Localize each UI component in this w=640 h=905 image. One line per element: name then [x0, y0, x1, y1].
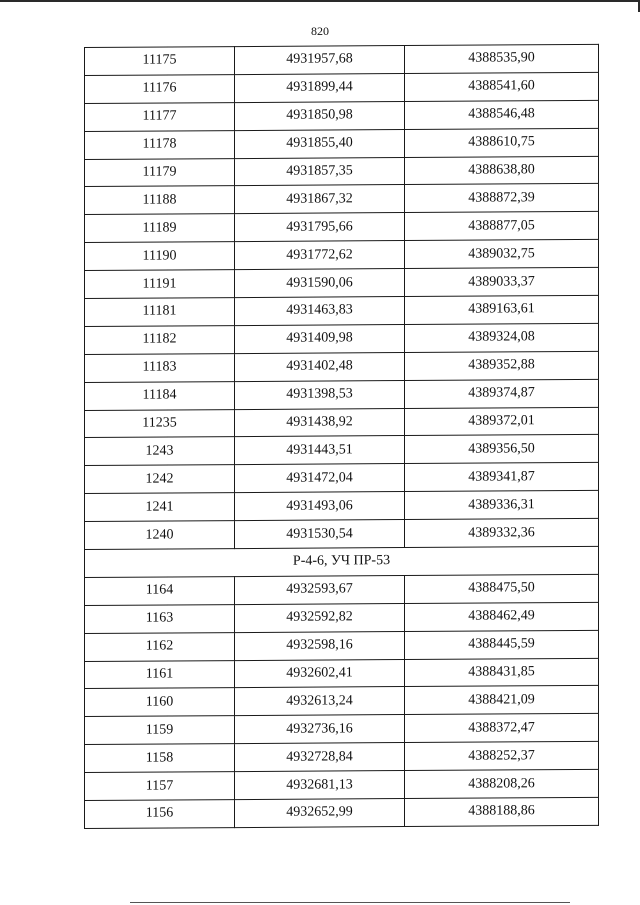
x-coordinate-cell: 4932728,84 — [235, 743, 405, 772]
point-number-cell: 11235 — [85, 409, 235, 438]
y-coordinate-cell: 4388535,90 — [405, 44, 599, 73]
point-number-cell: 11184 — [85, 381, 235, 410]
table-row — [85, 267, 599, 298]
x-coordinate-cell: 4931957,68 — [235, 46, 405, 75]
scan-border-bottom — [130, 902, 570, 903]
y-coordinate-cell: 4389163,61 — [405, 295, 599, 324]
y-coordinate-cell: 4389341,87 — [405, 463, 599, 492]
x-coordinate-cell: 4931899,44 — [235, 73, 405, 102]
table-row — [85, 714, 599, 745]
y-coordinate-cell: 4388475,50 — [405, 574, 599, 603]
y-coordinate-cell: 4389324,08 — [405, 323, 599, 352]
x-coordinate-cell: 4931850,98 — [235, 101, 405, 130]
point-number-cell: 11175 — [85, 47, 235, 76]
table-row — [85, 797, 599, 828]
x-coordinate-cell: 4931443,51 — [235, 436, 405, 465]
point-number-cell: 1163 — [85, 604, 235, 633]
y-coordinate-cell: 4388372,47 — [405, 714, 599, 743]
x-coordinate-cell: 4931772,62 — [235, 241, 405, 270]
x-coordinate-cell: 4931463,83 — [235, 297, 405, 326]
table-row — [85, 770, 599, 801]
y-coordinate-cell: 4389336,31 — [405, 491, 599, 520]
table-row — [85, 518, 599, 549]
point-number-cell: 11183 — [85, 353, 235, 382]
y-coordinate-cell: 4389352,88 — [405, 351, 599, 380]
x-coordinate-cell: 4932613,24 — [235, 687, 405, 716]
table-row — [85, 100, 599, 131]
point-number-cell: 11179 — [85, 158, 235, 187]
x-coordinate-cell: 4931530,54 — [235, 520, 405, 549]
x-coordinate-cell: 4932652,99 — [235, 799, 405, 828]
x-coordinate-cell: 4932592,82 — [235, 603, 405, 632]
coordinates-table-body — [85, 44, 599, 828]
table-row — [85, 686, 599, 717]
table-row — [85, 658, 599, 689]
table-row — [85, 295, 599, 326]
y-coordinate-cell: 4389032,75 — [405, 240, 599, 269]
table-row — [85, 574, 599, 605]
table-row — [85, 435, 599, 466]
point-number-cell: 1164 — [85, 577, 235, 606]
point-number-cell: 1161 — [85, 660, 235, 689]
y-coordinate-cell: 4388638,80 — [405, 156, 599, 185]
table-row — [85, 240, 599, 271]
y-coordinate-cell: 4389332,36 — [405, 518, 599, 547]
y-coordinate-cell: 4388610,75 — [405, 128, 599, 157]
table-row — [85, 351, 599, 382]
y-coordinate-cell: 4388445,59 — [405, 630, 599, 659]
point-number-cell: 1241 — [85, 493, 235, 522]
table-row — [85, 44, 599, 75]
point-number-cell: 1240 — [85, 521, 235, 550]
point-number-cell: 11178 — [85, 130, 235, 159]
x-coordinate-cell: 4931867,32 — [235, 185, 405, 214]
point-number-cell: 1162 — [85, 632, 235, 661]
y-coordinate-cell: 4388188,86 — [405, 797, 599, 826]
table-row — [85, 630, 599, 661]
point-number-cell: 11181 — [85, 298, 235, 327]
table-row — [85, 212, 599, 243]
section-row — [85, 546, 599, 577]
y-coordinate-cell: 4389356,50 — [405, 435, 599, 464]
point-number-cell: 11189 — [85, 214, 235, 243]
y-coordinate-cell: 4389374,87 — [405, 379, 599, 408]
x-coordinate-cell: 4931493,06 — [235, 492, 405, 521]
table-row — [85, 184, 599, 215]
point-number-cell: 1243 — [85, 437, 235, 466]
table-row — [85, 128, 599, 159]
coordinates-table — [84, 44, 599, 829]
y-coordinate-cell: 4388462,49 — [405, 602, 599, 631]
y-coordinate-cell: 4388546,48 — [405, 100, 599, 129]
x-coordinate-cell: 4931402,48 — [235, 352, 405, 381]
x-coordinate-cell: 4932598,16 — [235, 631, 405, 660]
y-coordinate-cell: 4389033,37 — [405, 267, 599, 296]
x-coordinate-cell: 4931857,35 — [235, 157, 405, 186]
table-row — [85, 323, 599, 354]
y-coordinate-cell: 4388421,09 — [405, 686, 599, 715]
x-coordinate-cell: 4932736,16 — [235, 715, 405, 744]
y-coordinate-cell: 4388252,37 — [405, 742, 599, 771]
x-coordinate-cell: 4931398,53 — [235, 380, 405, 409]
table-row — [85, 407, 599, 438]
point-number-cell: 1242 — [85, 465, 235, 494]
table-row — [85, 156, 599, 187]
table-row — [85, 379, 599, 410]
x-coordinate-cell: 4932602,41 — [235, 659, 405, 688]
point-number-cell: 11176 — [85, 74, 235, 103]
point-number-cell: 1159 — [85, 716, 235, 745]
point-number-cell: 11190 — [85, 242, 235, 271]
section-title: Р-4-6, УЧ ПР-53 — [85, 546, 599, 577]
scan-border-top — [0, 0, 640, 2]
table-row — [85, 463, 599, 494]
y-coordinate-cell: 4388877,05 — [405, 212, 599, 241]
x-coordinate-cell: 4931472,04 — [235, 464, 405, 493]
y-coordinate-cell: 4388541,60 — [405, 72, 599, 101]
y-coordinate-cell: 4388208,26 — [405, 770, 599, 799]
table-row — [85, 602, 599, 633]
point-number-cell: 11182 — [85, 325, 235, 354]
point-number-cell: 1157 — [85, 772, 235, 801]
point-number-cell: 11188 — [85, 186, 235, 215]
x-coordinate-cell: 4931855,40 — [235, 129, 405, 158]
point-number-cell: 11191 — [85, 270, 235, 299]
table-row — [85, 491, 599, 522]
point-number-cell: 1158 — [85, 744, 235, 773]
point-number-cell: 1160 — [85, 688, 235, 717]
point-number-cell: 1156 — [85, 800, 235, 829]
x-coordinate-cell: 4931438,92 — [235, 408, 405, 437]
y-coordinate-cell: 4389372,01 — [405, 407, 599, 436]
x-coordinate-cell: 4932593,67 — [235, 575, 405, 604]
x-coordinate-cell: 4931590,06 — [235, 269, 405, 298]
page-number: 820 — [311, 24, 329, 38]
point-number-cell: 11177 — [85, 102, 235, 131]
table-row — [85, 742, 599, 773]
x-coordinate-cell: 4931795,66 — [235, 213, 405, 242]
y-coordinate-cell: 4388872,39 — [405, 184, 599, 213]
y-coordinate-cell: 4388431,85 — [405, 658, 599, 687]
x-coordinate-cell: 4932681,13 — [235, 771, 405, 800]
table-row — [85, 72, 599, 103]
x-coordinate-cell: 4931409,98 — [235, 324, 405, 353]
